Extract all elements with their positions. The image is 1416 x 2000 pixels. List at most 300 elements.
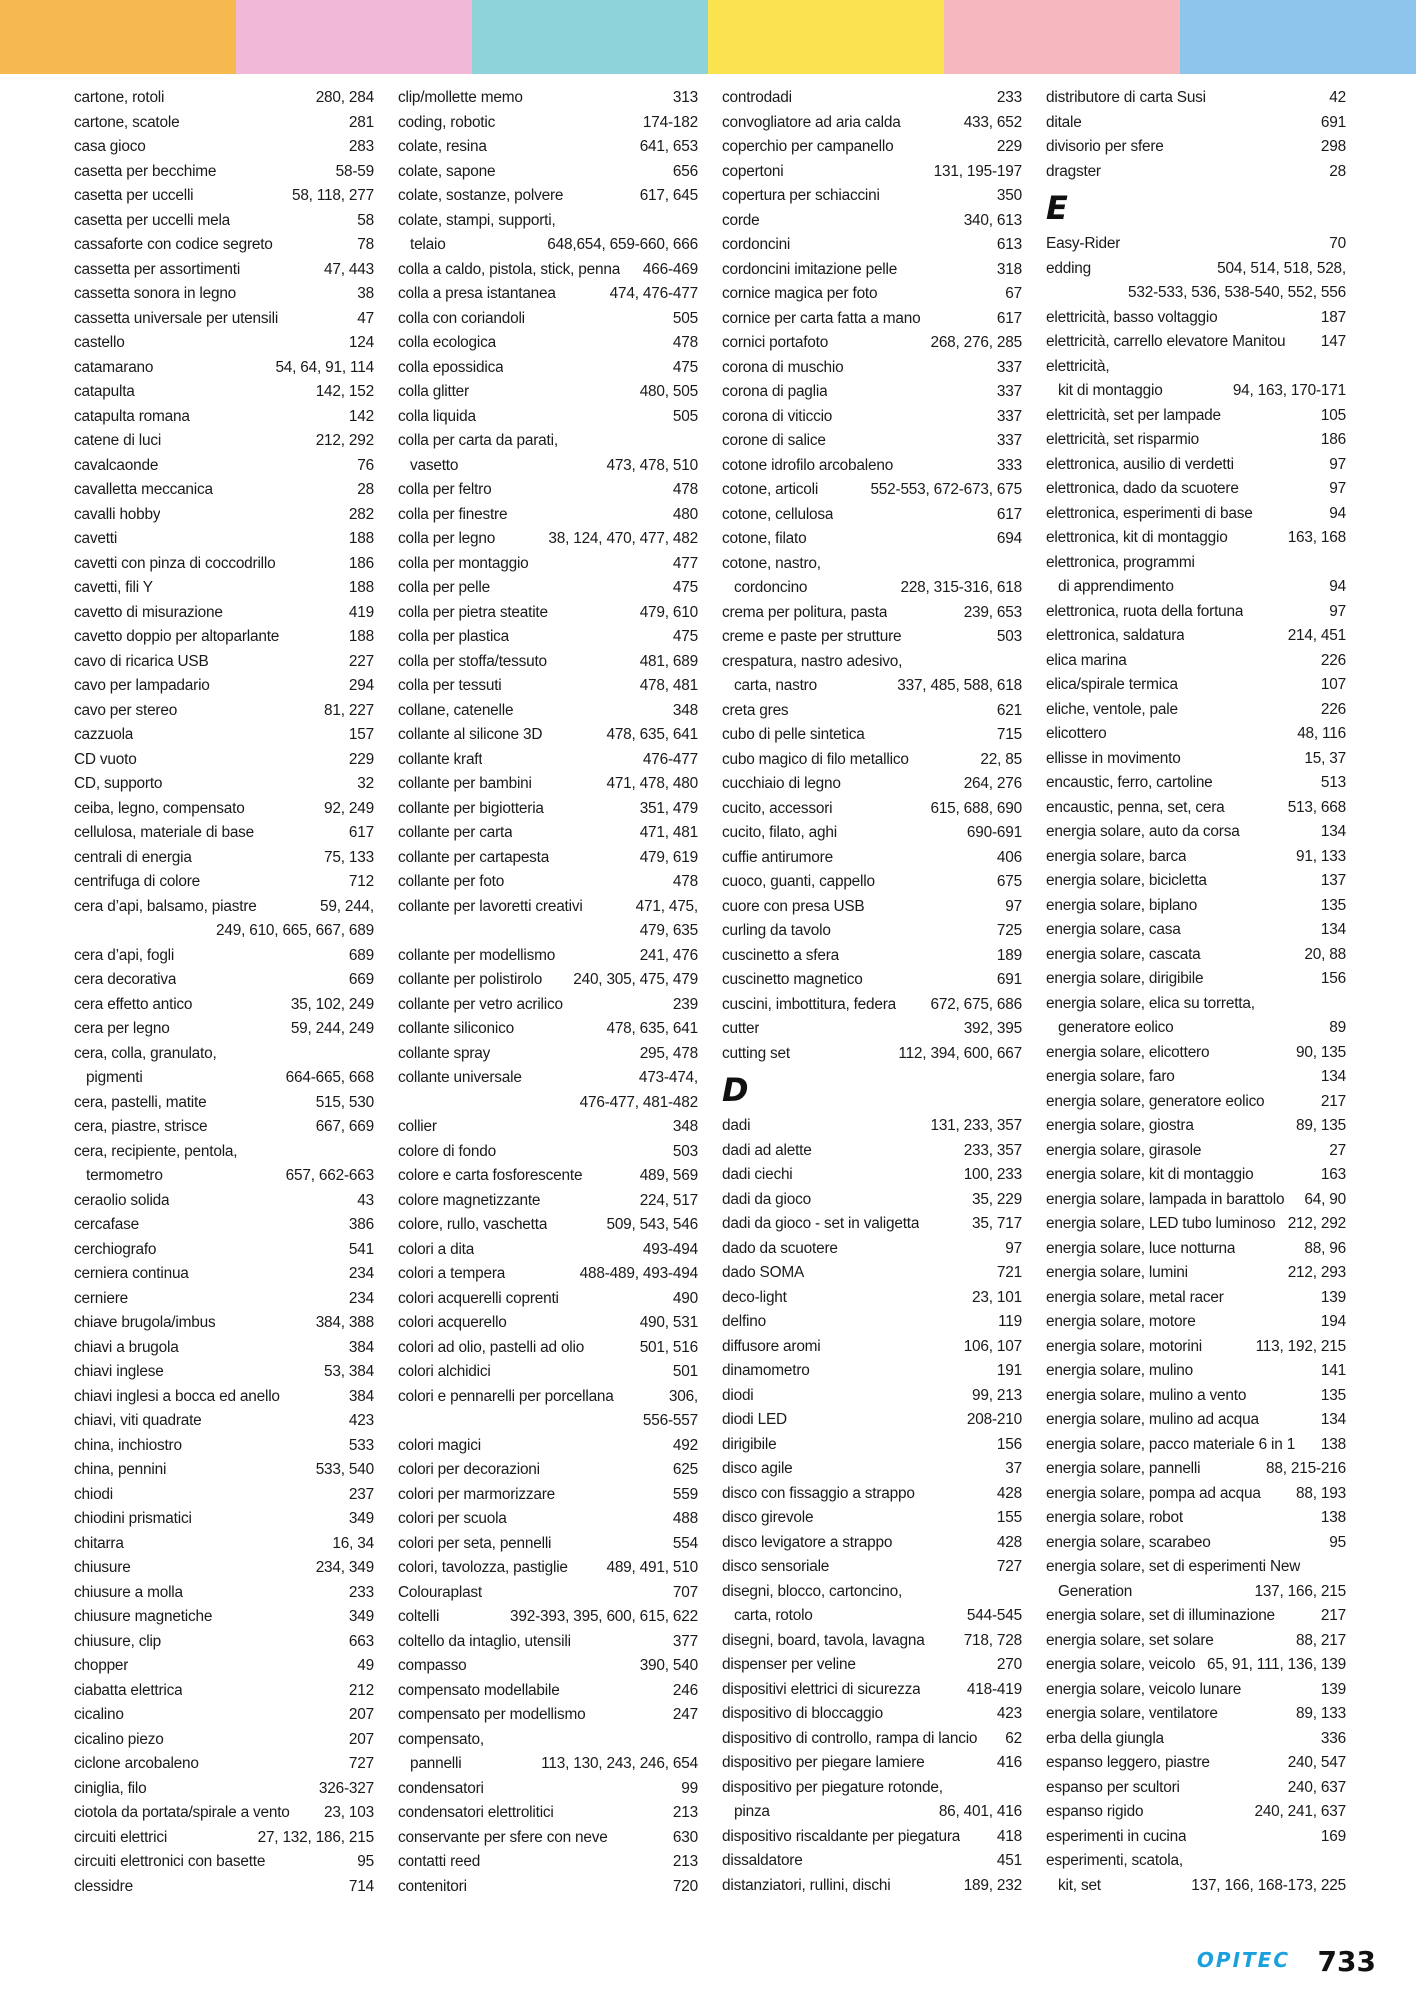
index-term: colla a caldo, pistola, stick, penna xyxy=(398,260,621,278)
index-term: colori acquerello xyxy=(398,1314,507,1331)
index-entry xyxy=(722,944,1022,969)
index-term: cellulosa, materiale di base xyxy=(74,824,255,841)
index-term: cutter xyxy=(722,1020,760,1037)
index-page-refs: 233 xyxy=(348,1583,374,1601)
index-entry xyxy=(722,1555,1022,1580)
index-term: collante per lavoretti creativi xyxy=(398,897,583,915)
index-page-refs: 433, 652 xyxy=(963,113,1022,131)
index-entry xyxy=(74,1164,374,1189)
index-entry xyxy=(722,1506,1022,1531)
index-term: dispositivo per piegature rotonde, xyxy=(722,1778,943,1796)
index-term: colori alchidici xyxy=(398,1363,491,1380)
index-entry xyxy=(1046,1286,1346,1311)
index-term: cassetta per assortimenti xyxy=(74,260,241,278)
index-term: CD vuoto xyxy=(74,750,137,768)
index-term: catamarano xyxy=(74,358,154,376)
index-entry xyxy=(74,576,374,601)
index-entry xyxy=(398,1042,698,1067)
index-column-3 xyxy=(722,86,1022,1898)
index-term: energia solare, scarabeo xyxy=(1046,1533,1211,1551)
index-term: elettricità, carrello elevatore Manitou xyxy=(1046,333,1286,350)
index-entry xyxy=(1046,1751,1346,1776)
index-page-refs: 720 xyxy=(672,1877,698,1895)
index-entry xyxy=(1046,698,1346,723)
index-entry xyxy=(74,1752,374,1777)
index-term: cavalletta meccanica xyxy=(74,481,213,498)
index-term: cuffie antirumore xyxy=(722,848,833,866)
index-page-refs: 70 xyxy=(1329,235,1346,252)
index-term: dissaldatore xyxy=(722,1852,803,1869)
index-entry xyxy=(74,1483,374,1508)
index-page-refs: 694 xyxy=(996,530,1022,547)
index-entry xyxy=(74,282,374,307)
index-page-refs: 478 xyxy=(672,873,698,890)
index-term: copertura per schiaccini xyxy=(722,187,880,204)
index-page-refs: 59, 244, 249 xyxy=(290,1020,374,1037)
index-page-refs: 213 xyxy=(672,1853,698,1870)
index-page-refs: 478, 635, 641 xyxy=(606,726,698,743)
index-term: chopper xyxy=(74,1657,129,1674)
index-entry xyxy=(398,1679,698,1704)
index-term: elettricità, basso voltaggio xyxy=(1046,308,1218,326)
index-entry xyxy=(1046,526,1346,551)
index-term: energia solare, lumini xyxy=(1046,1264,1188,1281)
index-page-refs: 501 xyxy=(672,1363,698,1380)
index-page-refs: 97 xyxy=(1329,480,1346,497)
index-page-refs: 89, 133 xyxy=(1296,1705,1346,1722)
index-term: cerchiografo xyxy=(74,1240,157,1258)
index-term: Generation xyxy=(1058,1582,1133,1600)
index-page-refs: 186 xyxy=(348,554,374,572)
index-term: diffusore aromi xyxy=(722,1337,821,1355)
index-page-refs: 718, 728 xyxy=(963,1631,1022,1649)
index-term: telaio xyxy=(410,236,446,253)
index-page-refs: 234 xyxy=(348,1289,374,1307)
index-page-refs: 298 xyxy=(1320,138,1346,155)
index-term: energia solare, faro xyxy=(1046,1068,1175,1085)
index-term: energia solare, pacco materiale 6 in 1 xyxy=(1046,1435,1296,1453)
index-term: pannelli xyxy=(410,1755,462,1772)
index-entry xyxy=(398,1311,698,1336)
index-entry xyxy=(1046,1555,1346,1580)
index-term: cartone, scatole xyxy=(74,113,180,131)
index-term: cera effetto antico xyxy=(74,995,193,1013)
index-page-refs: 351, 479 xyxy=(639,799,698,817)
index-page-refs: 47 xyxy=(357,309,374,327)
index-entry xyxy=(74,870,374,895)
index-term: chiavi a brugola xyxy=(74,1338,179,1356)
index-term: colori acquerelli coprenti xyxy=(398,1289,559,1307)
index-term: disegni, board, tavola, lavagna xyxy=(722,1631,925,1649)
index-term: energia solare, elica su torretta, xyxy=(1046,994,1255,1012)
index-page-refs: 656 xyxy=(672,162,698,180)
header-color-segment xyxy=(0,0,236,74)
index-page-refs: 503 xyxy=(996,628,1022,645)
index-term: termometro xyxy=(86,1167,163,1184)
index-page-refs: 234, 349 xyxy=(315,1559,374,1576)
index-term: castello xyxy=(74,334,125,351)
index-term: dispositivo per piegare lamiere xyxy=(722,1754,925,1771)
index-term: deco-light xyxy=(722,1288,787,1306)
index-term: disco sensoriale xyxy=(722,1558,830,1575)
index-entry xyxy=(398,625,698,650)
index-entry xyxy=(722,772,1022,797)
index-page-refs: 142, 152 xyxy=(315,383,374,400)
index-entry xyxy=(1046,771,1346,796)
index-entry xyxy=(1046,624,1346,649)
index-term: diodi xyxy=(722,1386,754,1404)
index-term: cera per legno xyxy=(74,1020,170,1037)
index-term: cavetto di misurazione xyxy=(74,603,223,621)
index-page-refs: 533 xyxy=(348,1436,374,1454)
index-page-refs: 94 xyxy=(1329,504,1346,522)
index-term: cicalino xyxy=(74,1706,124,1723)
index-page-refs: 91, 133 xyxy=(1296,847,1346,865)
index-term: pinza xyxy=(734,1803,770,1820)
index-entry xyxy=(74,1556,374,1581)
index-page-refs: 505 xyxy=(672,309,698,327)
index-entry xyxy=(1046,1678,1346,1703)
index-page-refs: 240, 637 xyxy=(1287,1778,1346,1796)
index-page-refs: 479, 610 xyxy=(639,603,698,621)
index-entry xyxy=(1046,1825,1346,1850)
index-page-refs: 64, 90 xyxy=(1304,1190,1346,1208)
index-term: creme e paste per strutture xyxy=(722,628,902,645)
index-entry xyxy=(1046,1090,1346,1115)
index-page-refs: 135 xyxy=(1320,1386,1346,1404)
index-entry xyxy=(722,968,1022,993)
index-term: dirigibile xyxy=(722,1435,777,1453)
index-page-refs: 475 xyxy=(672,628,698,645)
index-term: cassaforte con codice segreto xyxy=(74,236,273,253)
index-entry xyxy=(1046,1727,1346,1752)
index-term: cavetti con pinza di coccodrillo xyxy=(74,554,276,572)
index-entry xyxy=(398,1140,698,1165)
index-term: collante per bigiotteria xyxy=(398,799,544,817)
index-term: cuscini, imbottitura, federa xyxy=(722,995,897,1013)
index-term: eliche, ventole, pale xyxy=(1046,700,1178,718)
index-page-refs: 707 xyxy=(672,1583,698,1601)
index-term: dispenser per veline xyxy=(722,1656,856,1673)
index-entry xyxy=(722,86,1022,111)
index-entry xyxy=(74,1875,374,1900)
index-page-refs: 240, 305, 475, 479 xyxy=(573,971,698,988)
index-term: colla con coriandoli xyxy=(398,309,525,327)
index-page-refs: 552-553, 672-673, 675 xyxy=(870,481,1022,498)
index-term: encaustic, penna, set, cera xyxy=(1046,798,1225,816)
index-entry xyxy=(74,1581,374,1606)
index-entry xyxy=(722,380,1022,405)
index-page-refs: 515, 530 xyxy=(315,1093,374,1111)
index-term: contatti reed xyxy=(398,1853,481,1870)
index-page-refs: 721 xyxy=(996,1264,1022,1281)
index-page-refs: 337 xyxy=(996,358,1022,376)
index-term: cavalcaonde xyxy=(74,456,159,474)
index-term: delfino xyxy=(722,1313,766,1330)
index-term: china, inchiostro xyxy=(74,1436,182,1454)
index-term: elica marina xyxy=(1046,651,1127,669)
index-entry xyxy=(398,135,698,160)
index-page-refs: 715 xyxy=(996,726,1022,743)
index-entry xyxy=(398,1360,698,1385)
index-page-refs: 490 xyxy=(672,1289,698,1307)
index-term: dispositivo riscaldante per piegatura xyxy=(722,1827,961,1845)
index-page-refs: 22, 85 xyxy=(980,750,1022,768)
index-page-refs: 504, 514, 518, 528, xyxy=(1217,259,1346,277)
index-entry xyxy=(398,895,698,920)
index-entry xyxy=(74,1703,374,1728)
index-entry xyxy=(722,1874,1022,1899)
index-term: chiodini prismatici xyxy=(74,1510,192,1527)
index-page-refs: 88, 96 xyxy=(1304,1239,1346,1257)
index-term: crespatura, nastro adesivo, xyxy=(722,652,903,670)
index-page-refs: 712 xyxy=(348,873,374,890)
index-page-refs: 163, 168 xyxy=(1287,529,1346,546)
index-page-refs: 186 xyxy=(1320,431,1346,448)
index-page-refs: 113, 130, 243, 246, 654 xyxy=(541,1755,698,1772)
index-entry xyxy=(398,1630,698,1655)
index-term: cavo per lampadario xyxy=(74,677,210,694)
index-term: cubo di pelle sintetica xyxy=(722,726,865,743)
index-page-refs: 377 xyxy=(672,1632,698,1650)
index-entry xyxy=(722,1335,1022,1360)
index-entry xyxy=(722,1310,1022,1335)
index-entry xyxy=(1046,502,1346,527)
index-entry xyxy=(1046,1041,1346,1066)
index-term: energia solare, kit di montaggio xyxy=(1046,1166,1254,1183)
index-entry xyxy=(398,944,698,969)
index-page-refs: 134 xyxy=(1320,823,1346,840)
index-term: curling da tavolo xyxy=(722,922,831,939)
index-page-refs: 95 xyxy=(357,1853,374,1870)
index-entry xyxy=(1046,1531,1346,1556)
index-entry xyxy=(1046,1506,1346,1531)
index-entry xyxy=(722,870,1022,895)
index-page-refs: 478 xyxy=(672,334,698,351)
index-term: chiusure, clip xyxy=(74,1632,162,1650)
index-entry xyxy=(1046,135,1346,160)
index-page-refs: 99, 213 xyxy=(972,1386,1022,1404)
index-entry xyxy=(1046,86,1346,111)
index-page-refs: 134 xyxy=(1320,1411,1346,1428)
index-term: cavalli hobby xyxy=(74,505,161,523)
index-entry xyxy=(398,1777,698,1802)
index-entry xyxy=(1046,649,1346,674)
index-entry xyxy=(1046,281,1346,306)
index-entry xyxy=(74,503,374,528)
index-entry xyxy=(398,503,698,528)
index-entry xyxy=(398,233,698,258)
index-term: disegni, blocco, cartoncino, xyxy=(722,1582,903,1600)
index-page-refs: 95 xyxy=(1329,1533,1346,1551)
index-entry xyxy=(398,307,698,332)
index-term: energia solare, lampada in barattolo xyxy=(1046,1190,1285,1208)
index-page-refs: 106, 107 xyxy=(963,1337,1022,1355)
index-page-refs: 295, 478 xyxy=(639,1044,698,1062)
index-term: cordoncini xyxy=(722,236,791,253)
index-term: colate, stampi, supporti, xyxy=(398,211,556,229)
index-page-refs: 38 xyxy=(357,285,374,302)
index-entry xyxy=(1046,600,1346,625)
index-entry xyxy=(74,968,374,993)
index-entry xyxy=(722,429,1022,454)
index-term: colore magnetizzante xyxy=(398,1191,541,1209)
index-entry xyxy=(74,1262,374,1287)
index-entry xyxy=(722,1604,1022,1629)
index-entry xyxy=(1046,918,1346,943)
index-page-refs: 20, 88 xyxy=(1304,945,1346,963)
index-page-refs: 466-469 xyxy=(642,260,698,278)
index-entry xyxy=(1046,1212,1346,1237)
index-term: dispositivo di controllo, rampa di lancio xyxy=(722,1729,978,1747)
index-page-refs: 189 xyxy=(996,946,1022,964)
index-entry xyxy=(398,86,698,111)
index-page-refs: 100, 233 xyxy=(963,1166,1022,1183)
index-term: chiave brugola/imbus xyxy=(74,1314,216,1331)
index-page-refs: 474, 476-477 xyxy=(609,285,698,302)
index-entry xyxy=(74,1140,374,1165)
index-term: coltello da intaglio, utensili xyxy=(398,1632,571,1650)
index-entry xyxy=(722,1237,1022,1262)
index-entry xyxy=(722,233,1022,258)
index-term: ditale xyxy=(1046,113,1082,131)
index-term: casetta per uccelli mela xyxy=(74,211,231,229)
index-page-refs: 155 xyxy=(996,1509,1022,1526)
index-term: energia solare, set di illuminazione xyxy=(1046,1607,1275,1624)
index-term: energia solare, set solare xyxy=(1046,1631,1214,1649)
index-page-refs: 58 xyxy=(357,211,374,229)
index-entry xyxy=(722,1776,1022,1801)
index-term: energia solare, elicottero xyxy=(1046,1043,1210,1061)
index-entry xyxy=(722,723,1022,748)
index-entry xyxy=(74,772,374,797)
index-page-refs: 241, 476 xyxy=(639,946,698,964)
index-entry xyxy=(398,1875,698,1900)
index-term: elettricità, set per lampade xyxy=(1046,406,1221,424)
index-page-refs: 233, 357 xyxy=(963,1141,1022,1159)
index-page-refs: 92, 249 xyxy=(324,799,374,817)
index-entry xyxy=(398,1336,698,1361)
index-page-refs: 268, 276, 285 xyxy=(930,334,1022,351)
index-page-refs: 240, 547 xyxy=(1287,1754,1346,1771)
index-entry xyxy=(398,478,698,503)
index-page-refs: 617 xyxy=(996,505,1022,523)
index-term: cucito, accessori xyxy=(722,799,833,817)
index-page-refs: 137, 166, 215 xyxy=(1254,1582,1346,1600)
index-entry xyxy=(398,1556,698,1581)
index-page-refs: 306, xyxy=(668,1387,698,1405)
index-entry xyxy=(398,846,698,871)
index-entry xyxy=(722,135,1022,160)
index-page-refs: 326-327 xyxy=(318,1779,374,1797)
index-page-refs: 471, 481 xyxy=(639,824,698,841)
index-term: centrifuga di colore xyxy=(74,873,201,890)
index-entry xyxy=(74,111,374,136)
index-entry xyxy=(398,356,698,381)
index-entry xyxy=(722,478,1022,503)
index-term: cuscinetto magnetico xyxy=(722,971,863,988)
index-page-refs: 138 xyxy=(1320,1509,1346,1526)
index-term: ceraolio solida xyxy=(74,1191,170,1209)
index-page-refs: 386 xyxy=(348,1216,374,1233)
index-page-refs: 217 xyxy=(1320,1607,1346,1624)
index-entry xyxy=(722,1042,1022,1067)
index-entry xyxy=(1046,820,1346,845)
index-term: energia solare, bicicletta xyxy=(1046,872,1207,889)
index-term: coding, robotic xyxy=(398,113,496,131)
index-entry xyxy=(1046,1065,1346,1090)
index-page-refs: 228, 315-316, 618 xyxy=(900,579,1022,596)
index-term: dado da scuotere xyxy=(722,1239,838,1257)
index-page-refs: 32 xyxy=(357,775,374,792)
index-entry xyxy=(398,1287,698,1312)
index-entry xyxy=(74,1654,374,1679)
index-page-refs: 54, 64, 91, 114 xyxy=(275,358,374,376)
index-term: creta gres xyxy=(722,701,789,719)
index-entry xyxy=(722,258,1022,283)
index-entry xyxy=(398,1507,698,1532)
index-entry xyxy=(398,1066,698,1091)
index-term: colore e carta fosforescente xyxy=(398,1167,583,1184)
index-entry xyxy=(1046,453,1346,478)
index-entry xyxy=(74,1434,374,1459)
index-entry xyxy=(398,919,698,944)
index-term: cucchiaio di legno xyxy=(722,775,841,792)
index-page-refs: 283 xyxy=(348,138,374,155)
index-page-refs: 191 xyxy=(996,1362,1022,1379)
index-entry xyxy=(398,331,698,356)
index-entry xyxy=(74,454,374,479)
index-term: casetta per uccelli xyxy=(74,187,194,204)
index-term: chiusure xyxy=(74,1559,131,1576)
index-entry xyxy=(398,1532,698,1557)
index-page-refs: 43 xyxy=(357,1191,374,1209)
index-term: energia solare, luce notturna xyxy=(1046,1239,1236,1257)
index-term: colore di fondo xyxy=(398,1142,496,1160)
index-term: cucito, filato, aghi xyxy=(722,824,837,841)
index-term: collante spray xyxy=(398,1044,491,1062)
index-term: cuscinetto a sfera xyxy=(722,946,840,964)
index-term: colla epossidica xyxy=(398,358,504,376)
index-page-refs: 617 xyxy=(996,309,1022,327)
index-entry xyxy=(398,1434,698,1459)
index-entry xyxy=(1046,747,1346,772)
index-term: dispositivo di bloccaggio xyxy=(722,1705,883,1722)
index-entry xyxy=(722,699,1022,724)
index-page-refs: 690-691 xyxy=(966,824,1022,841)
index-entry xyxy=(1046,306,1346,331)
index-term: cubo magico di filo metallico xyxy=(722,750,909,768)
index-term: cera, pastelli, matite xyxy=(74,1093,207,1111)
index-entry xyxy=(1046,1335,1346,1360)
index-page-refs: 229 xyxy=(996,138,1022,155)
index-page-refs: 505 xyxy=(672,407,698,425)
index-entry xyxy=(1046,379,1346,404)
index-page-refs: 107 xyxy=(1320,676,1346,693)
index-entry xyxy=(722,601,1022,626)
index-entry xyxy=(722,552,1022,577)
index-term: cassetta universale per utensili xyxy=(74,309,279,327)
index-page-refs: 337 xyxy=(996,432,1022,449)
index-page-refs: 229 xyxy=(348,750,374,768)
index-entry xyxy=(74,405,374,430)
index-term: elicottero xyxy=(1046,725,1107,742)
index-entry xyxy=(722,160,1022,185)
index-term: energia solare, robot xyxy=(1046,1509,1183,1526)
index-entry xyxy=(398,1385,698,1410)
index-term: energia solare, ventilatore xyxy=(1046,1705,1218,1722)
index-entry xyxy=(74,1360,374,1385)
